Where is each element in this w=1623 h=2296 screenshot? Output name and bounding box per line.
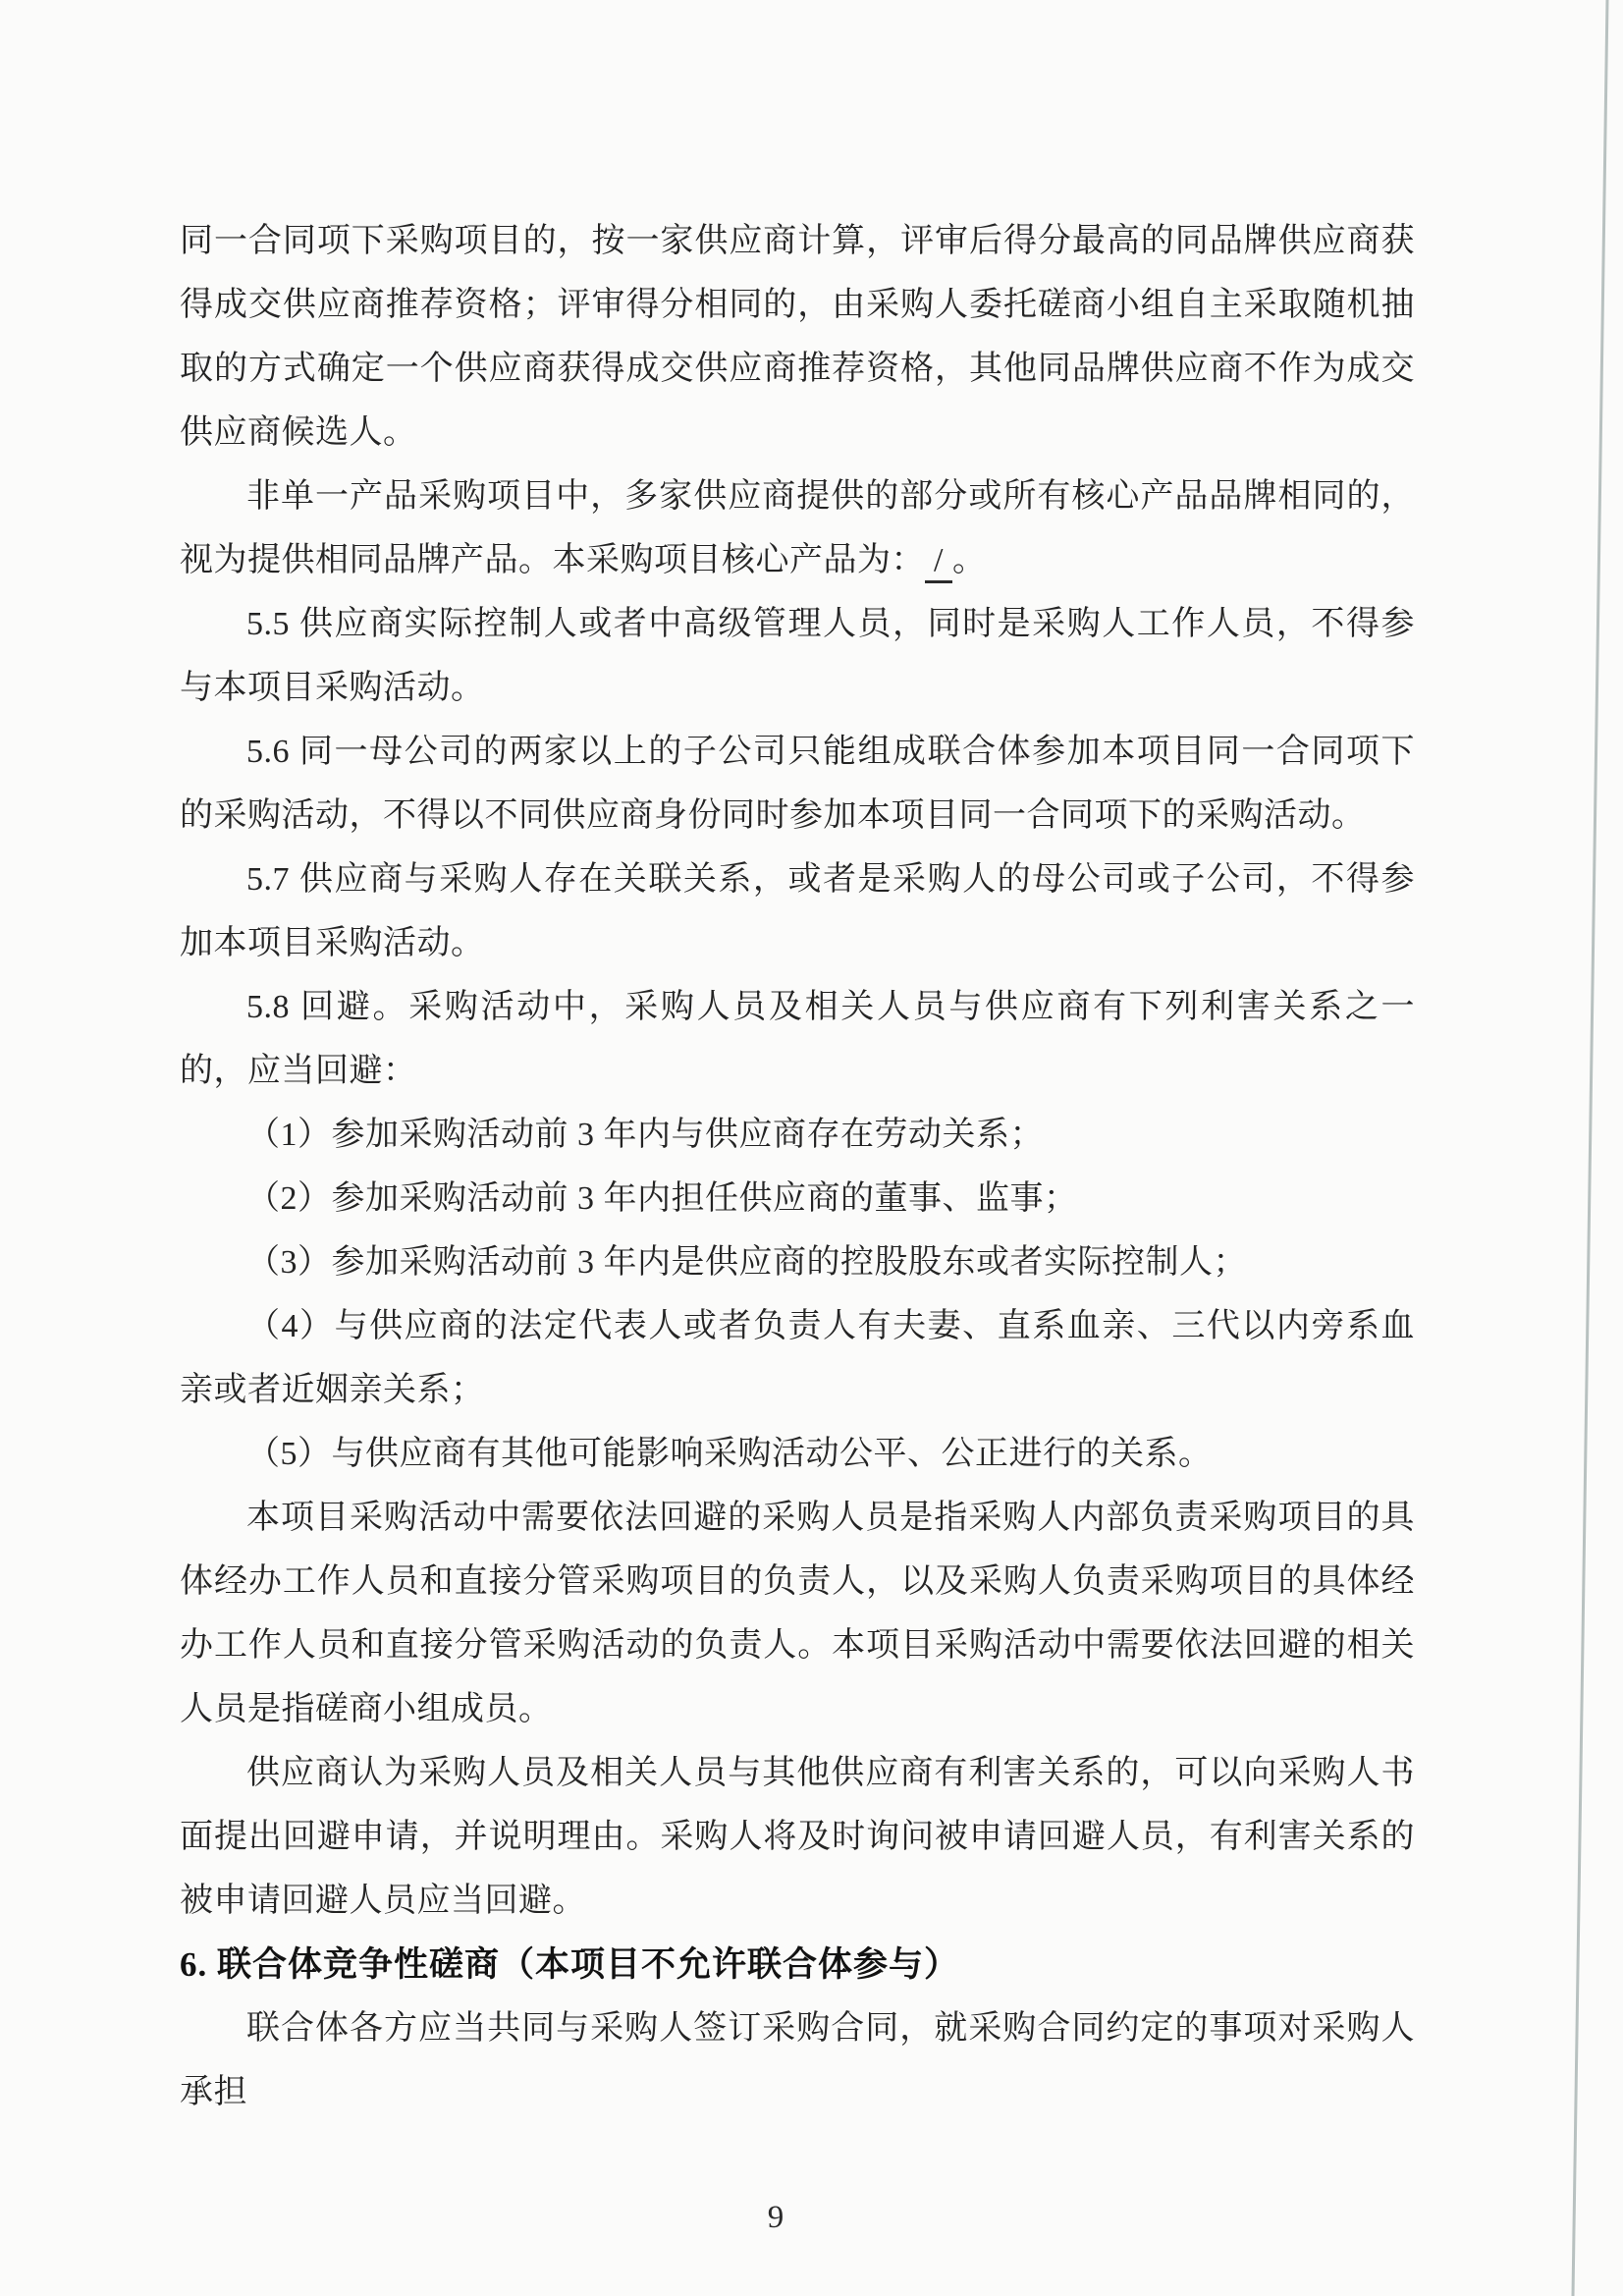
clause-5-7: 5.7 供应商与采购人存在关联关系，或者是采购人的母公司或子公司，不得参加本项目采购活动。 — [180, 861, 1415, 961]
paragraph-recusal-request: 供应商认为采购人员及相关人员与其他供应商有利害关系的，可以向采购人书面提出回避申请，并说明理由。采购人将及时询问被申请回避人员，有利害关系的被申请回避人员应当回避。 — [180, 1755, 1415, 1919]
list-item-4: （4）与供应商的法定代表人或者负责人有夫妻、直系血亲、三代以内旁系血亲或者近姻亲关系； — [180, 1308, 1415, 1408]
paragraph-core-product — [180, 465, 1415, 592]
core-product-text: 非单一产品采购项目中，多家供应商提供的部分或所有核心产品品牌相同的，视为提供相同品牌产品。本采购项目核心产品为： — [180, 478, 1415, 578]
clause-5-6: 5.6 同一母公司的两家以上的子公司只能组成联合体参加本项目同一合同项下的采购活动，不得以不同供应商身份同时参加本项目同一合同项下的采购活动。 — [180, 734, 1415, 834]
page-number: 9 — [767, 2200, 784, 2235]
list-item-5: （5）与供应商有其他可能影响采购活动公平、公正进行的关系。 — [246, 1436, 1213, 1472]
list-item-3: （3）参加采购活动前 3 年内是供应商的控股股东或者实际控制人； — [246, 1244, 1247, 1281]
paragraph-recusal-scope: 本项目采购活动中需要依法回避的采购人员是指采购人内部负责采购项目的具体经办工作人员和直接分管采购项目的负责人，以及采购人负责采购项目的具体经办工作人员和直接分管采购活动的负责人。本项目采购活动中需要依法回避的相关人员是指磋商小组成员。 — [180, 1500, 1415, 1727]
list-item-1: （1）参加采购活动前 3 年内与供应商存在劳动关系； — [246, 1117, 1044, 1153]
blank-underline: / — [925, 541, 952, 583]
section-heading-6: 6. 联合体竞争性磋商（本项目不允许联合体参与） — [180, 1945, 960, 1984]
document-body — [180, 209, 1415, 2124]
list-item-2: （2）参加采购活动前 3 年内担任供应商的董事、监事； — [246, 1180, 1078, 1217]
core-product-period: 。 — [951, 542, 987, 578]
paragraph-brand-continuation: 同一合同项下采购项目的，按一家供应商计算，评审后得分最高的同品牌供应商获得成交供应商推荐资格；评审得分相同的，由采购人委托磋商小组自主采取随机抽取的方式确定一个供应商获得成交供应商推荐资格，其他同品牌供应商不作为成交供应商候选人。 — [180, 223, 1415, 451]
clause-5-5: 5.5 供应商实际控制人或者中高级管理人员，同时是采购人工作人员，不得参与本项目采购活动。 — [180, 606, 1415, 706]
clause-5-8: 5.8 回避。采购活动中，采购人员及相关人员与供应商有下列利害关系之一的，应当回避： — [180, 989, 1415, 1089]
paragraph-consortium: 联合体各方应当共同与采购人签订采购合同，就采购合同约定的事项对采购人承担 — [180, 2010, 1415, 2110]
